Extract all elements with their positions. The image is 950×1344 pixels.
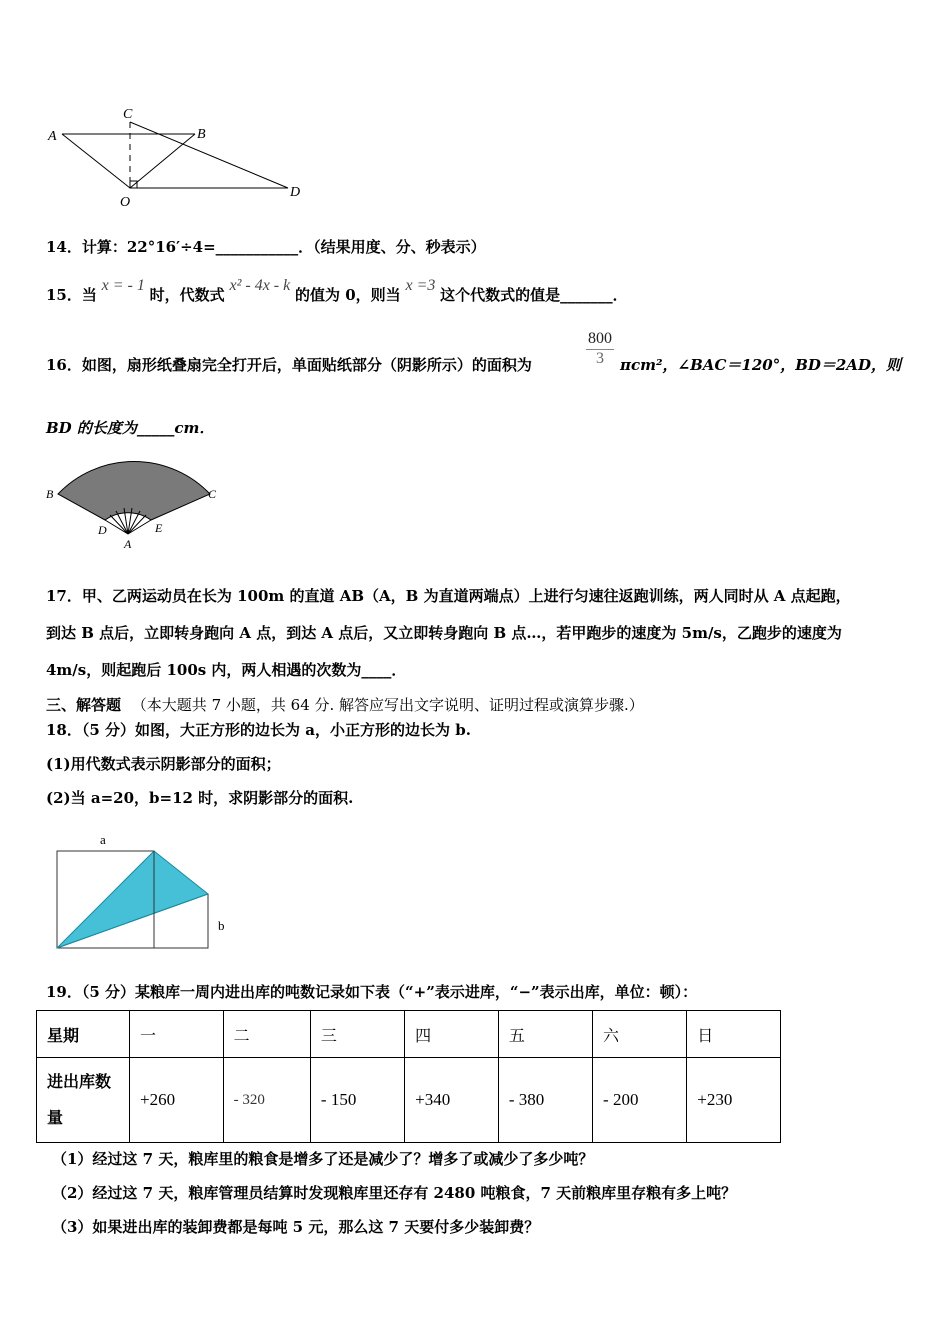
value-cell: - 320 [223, 1058, 310, 1143]
q15-math-3: x =3 [405, 277, 436, 294]
q15-text-1: 15．当 [46, 286, 97, 304]
section-3-heading [46, 694, 644, 715]
day-cell: 五 [498, 1011, 592, 1058]
question-16-line2: BD 的长度为_____cm． [46, 419, 215, 437]
question-16-line1: 16．如图，扇形纸叠扇完全打开后，单面贴纸部分（阴影所示）的面积为 [46, 356, 532, 374]
day-cell: 六 [593, 1011, 687, 1058]
q15-text-3: 的值为 0，则当 [295, 286, 401, 304]
question-18-part-2: (2)当 a=20，b=12 时，求阴影部分的面积. [46, 789, 354, 807]
fraction-denominator: 3 [596, 350, 604, 367]
q15-math-2: x² - 4x - k [229, 277, 291, 294]
grain-table [36, 1010, 781, 1143]
figure-squares [50, 828, 240, 954]
label-c: C [208, 487, 217, 501]
question-17-line3: 4m/s，则起跑后 100s 内，两人相遇的次数为____． [46, 661, 407, 679]
value-cell: +260 [130, 1058, 224, 1143]
label-b: B [46, 487, 54, 501]
label-a: A [48, 129, 57, 144]
question-19-title: 19．（5 分）某粮库一周内进出库的吨数记录如下表（“+”表示进库，“−”表示出库，单位：顿）： [46, 983, 698, 1001]
header-label-cell: 星期 [37, 1011, 130, 1058]
value-cell: - 150 [310, 1058, 404, 1143]
day-cell: 一 [130, 1011, 224, 1058]
section-title: 三、解答题 [46, 696, 122, 714]
day-cell: 三 [310, 1011, 404, 1058]
q15-math-1: x = - 1 [101, 277, 145, 294]
question-17-line2: 到达 B 点后，立即转身跑向 A 点，到达 A 点后，又立即转身跑向 B 点…，若甲跑步的速度为 5m/s，乙跑步的速度为 [46, 624, 842, 642]
label-c: C [123, 107, 133, 122]
label-d: D [290, 185, 301, 200]
q15-text-4: 这个代数式的值是_______． [440, 286, 628, 304]
table-row-header [37, 1011, 781, 1058]
table-row-values [37, 1058, 781, 1143]
figure-fan [40, 444, 230, 554]
label-b: B [197, 127, 206, 142]
value-cell: - 380 [498, 1058, 592, 1143]
row-label-line-2: 量 [47, 1108, 64, 1127]
section-description: （本大题共 7 小题，共 64 分. 解答应写出文字说明、证明过程或演算步骤.） [131, 696, 644, 714]
day-cell: 日 [687, 1011, 781, 1058]
fraction-numerator: 800 [588, 330, 612, 347]
label-d: D [98, 523, 107, 537]
question-18-title: 18．（5 分）如图，大正方形的边长为 a，小正方形的边长为 b. [46, 721, 471, 739]
value-cell: - 200 [593, 1058, 687, 1143]
day-cell: 二 [223, 1011, 310, 1058]
question-16-line1-end: πcm²，∠BAC＝120°，BD＝2AD，则 [620, 356, 901, 374]
day-cell: 四 [405, 1011, 499, 1058]
q15-text-2: 时，代数式 [149, 286, 225, 304]
label-b: b [218, 918, 225, 933]
question-19-part-3: （3）如果进出库的装卸费都是每吨 5 元，那么这 7 天要付多少装卸费？ [52, 1218, 540, 1236]
row-label-cell [37, 1058, 130, 1143]
label-e: E [155, 521, 163, 535]
question-17-line1: 17．甲、乙两运动员在长为 100m 的直道 AB（A，B 为直道两端点）上进行匀速往返跑训练，两人同时从 A 点起跑， [46, 587, 851, 605]
q16-fraction [582, 330, 618, 368]
question-15 [46, 274, 628, 310]
question-19-part-1: （1）经过这 7 天，粮库里的粮食是增多了还是减少了？增多了或减少了多少吨？ [52, 1150, 594, 1168]
label-o: O [120, 195, 131, 210]
question-14: 14．计算：22°16′÷4=___________．（结果用度、分、秒表示） [46, 238, 486, 256]
value-cell: +340 [405, 1058, 499, 1143]
figure-triangle-abcod [40, 100, 310, 212]
question-18-part-1: (1)用代数式表示阴影部分的面积； [46, 755, 281, 773]
label-a: a [100, 832, 106, 847]
question-19-part-2: （2）经过这 7 天，粮库管理员结算时发现粮库里还存有 2480 吨粮食，7 天前粮库里存粮有多上吨？ [52, 1184, 737, 1202]
value-cell: +230 [687, 1058, 781, 1143]
row-label-line-1: 进出库数 [47, 1072, 112, 1091]
label-a: A [124, 537, 132, 551]
